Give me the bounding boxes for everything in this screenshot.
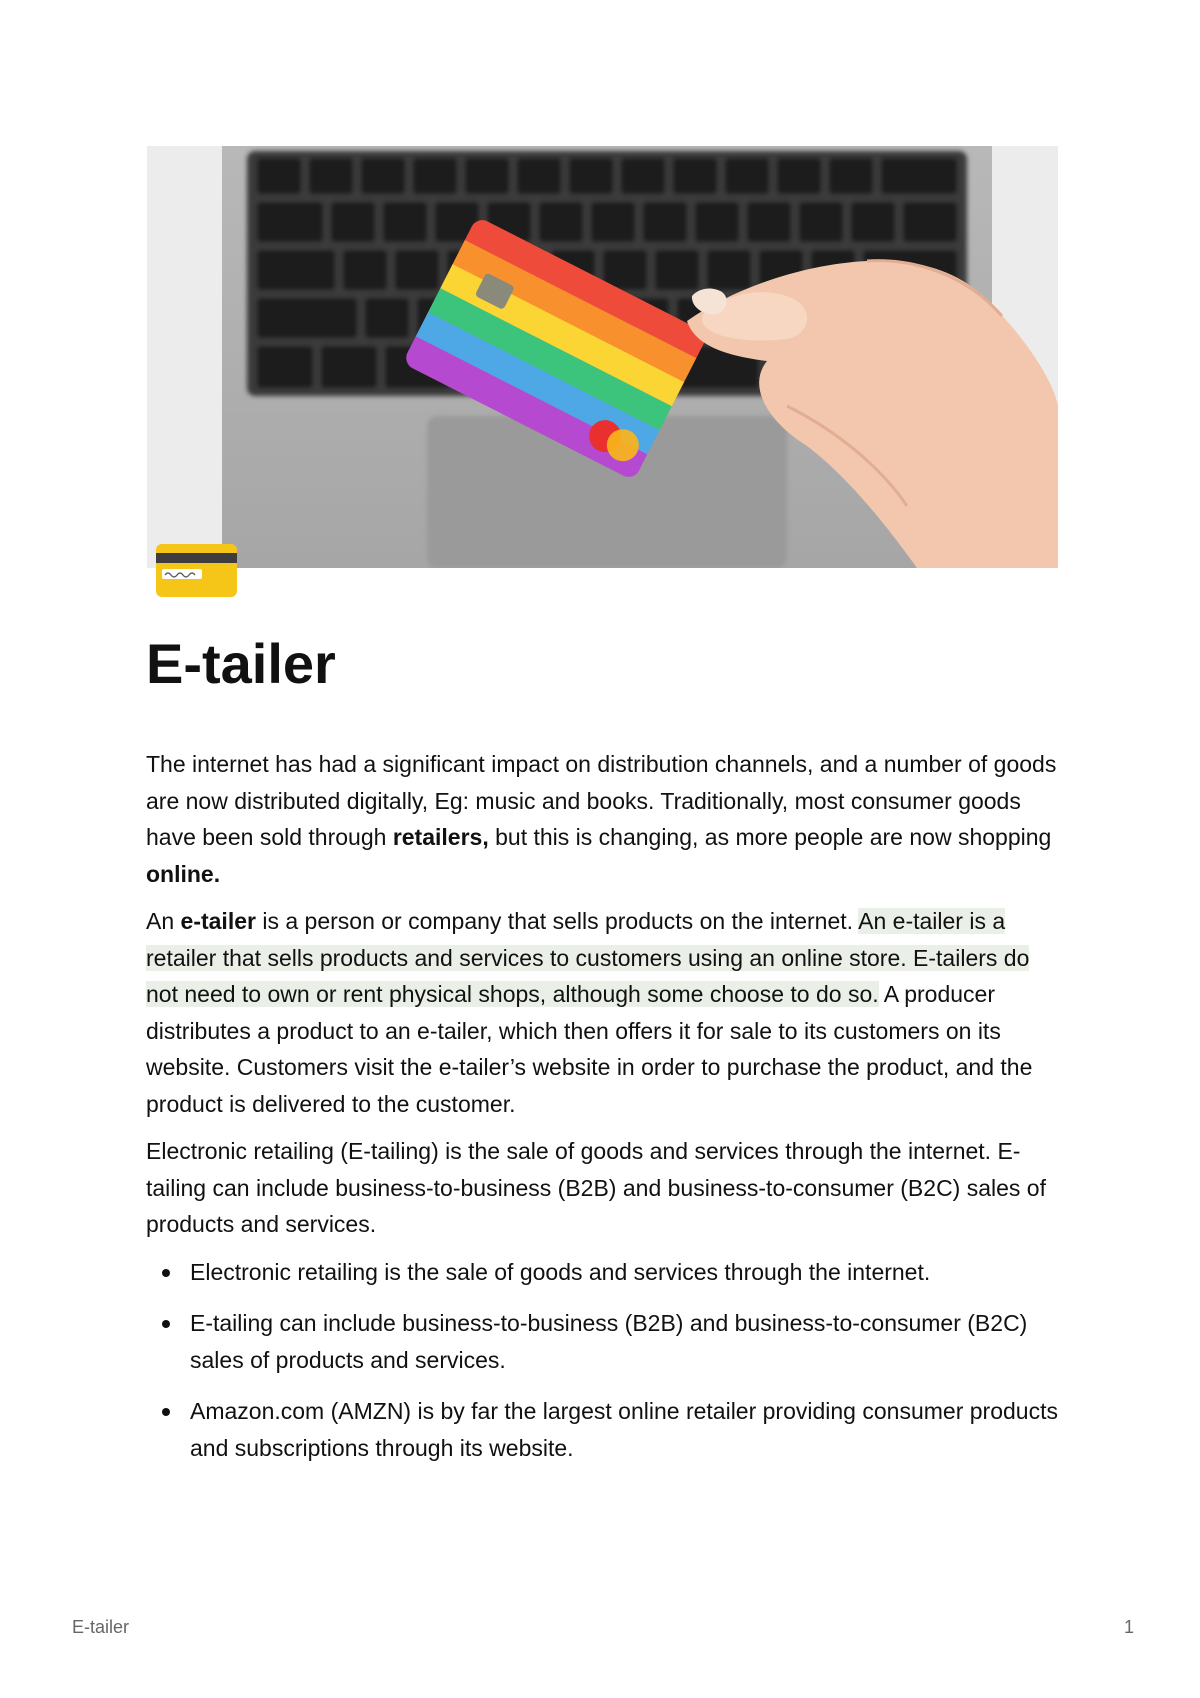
list-item-text: Electronic retailing is the sale of goods and services through the internet. (190, 1258, 931, 1285)
highlighted-text: An e-tailer is a retailer that sells products and services to customers using an online store. E-tailers do not need to own or rent physical shops, although some choose to do so. (146, 908, 1030, 1007)
text-run: The internet has had a significant impact on distribution channels, and a number of goods are now distributed digitally, Eg: music and books. Traditionally, most consumer goods have been sold through (146, 751, 1057, 850)
cover-illustration (147, 146, 1058, 568)
list-item (146, 1305, 1066, 1378)
paragraph-intro (146, 746, 1066, 892)
bullet-icon (162, 1269, 170, 1277)
text-run: is a person or company that sells products on the internet. (255, 908, 859, 934)
paragraph-definition (146, 903, 1066, 1122)
text-run: but this is changing, as more people are now shopping (488, 824, 1052, 850)
text-run: An (146, 908, 181, 934)
page-title: E-tailer (146, 632, 336, 695)
bullet-list (146, 1254, 1066, 1467)
list-item (146, 1254, 1066, 1291)
paragraph-etailing: Electronic retailing (E-tailing) is the sale of goods and services through the internet. E-tailing can include business-to-business (B2B) and business-to-consumer (B2C) sales of products and services. (146, 1138, 1046, 1237)
list-item-text: E-tailing can include business-to-business (B2B) and business-to-consumer (B2C) sales of products and services. (190, 1310, 1028, 1373)
bold-text: retailers, (392, 824, 489, 850)
bold-text: online. (146, 860, 221, 887)
bullet-icon (162, 1320, 170, 1328)
list-item (146, 1393, 1066, 1466)
cover-image (147, 146, 1058, 568)
credit-card-icon (156, 544, 237, 597)
text-run: A producer distributes a product to an e-tailer, which then offers it for sale to its customers on its website. Customers visit the e-tailer’s website in order to purchase the product, and the product is delivered to the customer. (146, 981, 1033, 1117)
bold-text: e-tailer (180, 908, 256, 934)
footer-title: E-tailer (72, 1617, 130, 1637)
list-item-text: Amazon.com (AMZN) is by far the largest online retailer providing consumer products and subscriptions through its website. (190, 1398, 1058, 1461)
page-content (146, 746, 1066, 1481)
page-number: 1 (1123, 1617, 1134, 1637)
bullet-icon (162, 1408, 170, 1416)
